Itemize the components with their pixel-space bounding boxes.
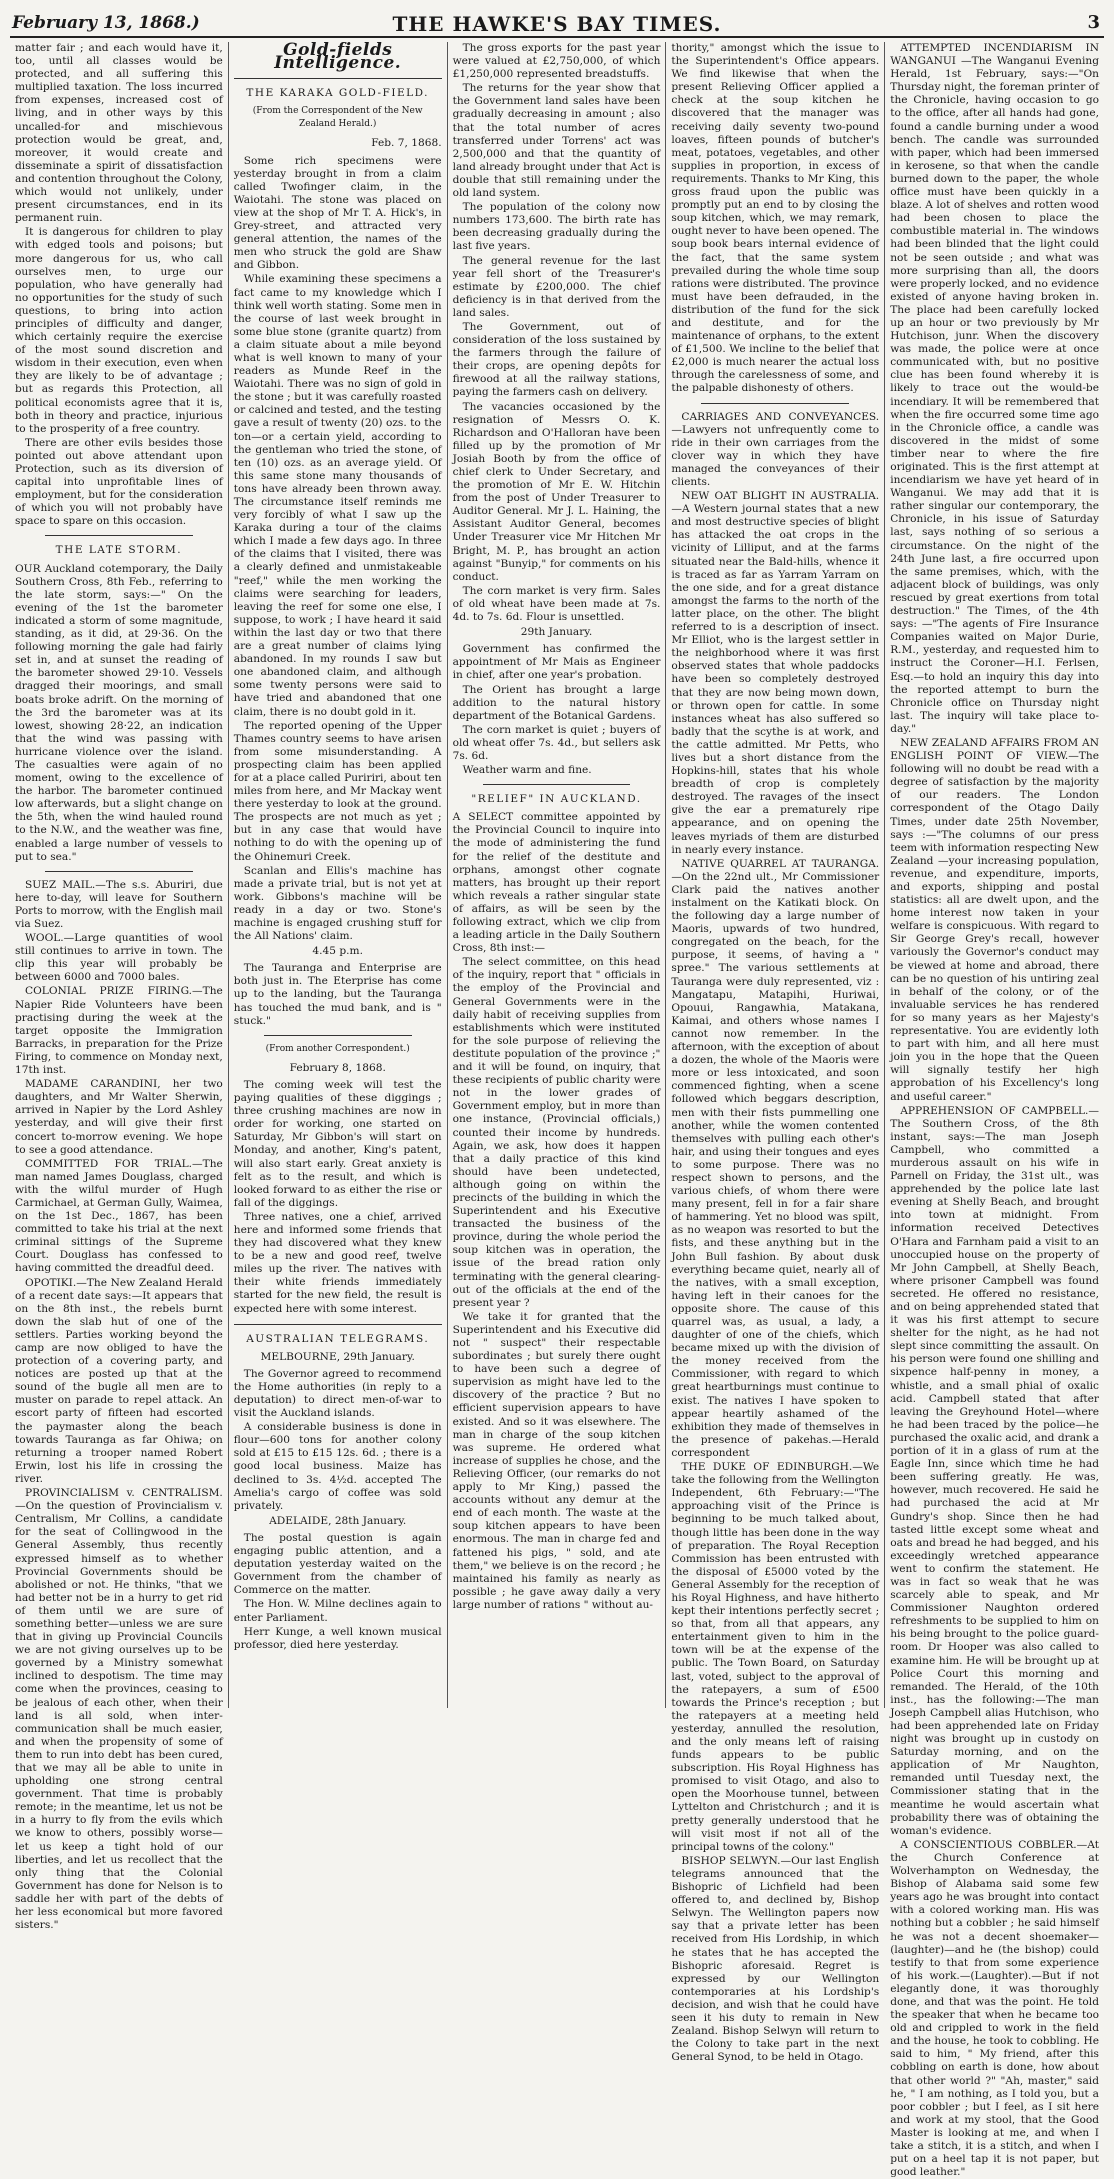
- news-item-wool: WOOL.—Large quantities of wool still continues to arrive in town. The clip this year will probably be between 6000 and 7000 bales.: [15, 932, 223, 984]
- divider: [234, 1324, 442, 1325]
- divider: [45, 535, 193, 536]
- headline-relief-auckland: "RELIEF" IN AUCKLAND.: [471, 793, 642, 806]
- column-2: [229, 42, 448, 1708]
- dateline: 29th January.: [520, 626, 593, 639]
- article-columns: [10, 40, 1104, 2179]
- news-item-new-zealand-affairs: NEW ZEALAND AFFAIRS FROM AN ENGLISH POINT OF VIEW.—The following will no doubt be read with a degree of satisfaction by the majority of our readers. The London correspondent of the Otago Daily Times, under date 25th November, says :—"The columns of our press teem with information respecting New Zealand —your increasing population, revenue, and expenditure, imports, and exports, shipping and postal statistics: all are dwelt upon, and the home interest now taken in your welfare is conspicuous. With regard to Sir George Grey's recall, however variously the Governor's conduct may be viewed at home and abroad, there can be no question of his untiring zeal in behalf of the colony, or of the invaluable services he has rendered for so many years as her Majesty's representative. You are evidently loth to part with him, and all here must join you in the hope that the Queen will signally testify her high approbation of his Excellency's long and useful career.": [890, 736, 1099, 1103]
- telegram-paragraph: Weather warm and fine.: [462, 764, 592, 777]
- telegram-paragraph: The returns for the year show that the Government land sales have been gradually decreasing in amount ; also that the total number of acres transferred under Torrens' act was 2,500,000 and that the quantity of land already brought under that Act is double that still remaining under the old land system.: [452, 82, 661, 200]
- news-item-oat-blight: NEW OAT BLIGHT IN AUSTRALIA.—A Western journal states that a new and most destructive species of blight has attacked the oat crops in the vicinity of Lilliput, and at the farms situated near the Bald-hills, whence it is traced as far as Yarram Yarram on the one side, and for a great distance amongst the farms to the north of the latter place, on the other. The blight referred to is a description of insect. Mr Elliot, who is the largest settler in the neighborhood where it was first observed states that whole paddocks have been so completely destroyed that they are now being mown down, or thrown open for cattle. In some instances wheat has also suffered so badly that the scythe is at work, and the cattle admitted. Mr Petts, who lives but a short distance from the Hopkins-hill, states that his whole breadth of crop is completely destroyed. The ravages of the insect give the ear a prematurely ripe appearance, and on opening the leaves myriads of them are disturbed in nearly every instance.: [671, 490, 880, 856]
- telegram-paragraph: The population of the colony now numbers 173,600. The birth rate has been decreasing gradually during the last five years.: [452, 201, 661, 253]
- dateline-melbourne: MELBOURNE, 29th January.: [260, 1350, 415, 1363]
- news-item-duke-of-edinburgh: THE DUKE OF EDINBURGH.—We take the following from the Wellington Independent, 6th February:—"The approaching visit of the Prince is beginning to be much talked about, though little has been done in the way of preparation. The Royal Reception Commission has been entrusted with the disposal of £5000 voted by the General Assembly for the reception of his Royal Highness, and have hitherto kept their intentions perfectly secret ; so that, from all that appears, any entertainment given to him in the town will be at the expense of the public. The Town Board, on Saturday last, voted, subject to the approval of the ratepayers, a sum of £500 towards the Prince's reception ; but the ratepayers at a meeting held yesterday, annulled the resolution, and the only means left of raising funds appears to be public subscription. His Royal Highness has promised to visit Otago, and also to open the Moorhouse tunnel, between Lyttelton and Christchurch ; and it is pretty generally understood that he will visit most if not all of the principal towns of the colony.": [671, 1461, 880, 1853]
- news-item-committed: COMMITTED FOR TRIAL.—The man named James Douglass, charged with the wilful murder of Hugh Carmichael, at German Gully, Waimea, on the 1st Dec., 1867, has been committed to take his trial at the next criminal sittings of the Supreme Court. Douglass has confessed to having committed the dreadful deed.: [15, 1157, 223, 1275]
- news-item-provincialism: PROVINCIALISM v. CENTRALISM.—On the question of Provincialism v. Centralism, Mr Collins, a candidate for the seat of Collingwood in the General Assembly, thus recently expressed himself as to whether Provincial Governments should be abolished or not. He thinks, "that we had better not be in a hurry to get rid of them until we are sure of something better—unless we are sure that in giving up Provincial Councils we are not giving ourselves up to be governed by a Ministry somewhat inclined to despotism. The time may come when the provinces, ceasing to be jealous of each other, when their land is all sold, when inter-communication shall be much easier, and when the propensity of some of them to run into debt has been cured, that we may all be able to unite in upholding one strong central government. That time is probably remote; in the meantime, let us not be in a hurry to fly from the evils which we know to others, possibly worse—let us keep a tight hold of our liberties, and let us recollect that the only thing that the Colonial Government has done for Nelson is to saddle her with part of the debts of her less economical but more favored sisters.": [15, 1487, 223, 1932]
- issue-date: February 13, 1868.): [12, 13, 200, 33]
- telegram-paragraph: A considerable business is done in flour—600 tons for another colony sold at £15 to £15 12s. 6d. ; there is a good local business. Maize has declined to 3s. 4½d. accepted The Amelia's cargo of coffee was sold privately.: [233, 1421, 442, 1512]
- news-item-cobbler: A CONSCIENTIOUS COBBLER.—At the Church Conference at Wolverhampton on Wednesday, the Bishop of Alabama said some few years ago he was brought into contact with a colored working man. His was nothing but a cobbler ; he said himself he was not a decent shoemaker—(laughter)—and he (the bishop) could testify to that from some experience of his work.—(Laughter).—But if not elegantly done, it was thoroughly done, and that was the point. He told the speaker that when he became too old and crippled to work in the field and the house, he took to cobbling. He said to him, " My friend, after this cobbling on earth is done, how about that other world ?" "Ah, master," said he, " I am nothing, as I told you, but a poor cobbler ; but I feel, as I sit here and work at my stool, that the Good Master is looking at me, and when I take a stitch, it is a stitch, and when I put on a heel tap it is not paper, but good leather.": [890, 1838, 1099, 2179]
- newspaper-title: THE HAWKE'S BAY TIMES.: [392, 12, 722, 36]
- telegram-paragraph: The corn market is very firm. Sales of old wheat have been made at 7s. 4d. to 7s. 6d. Flour is unsettled.: [452, 584, 661, 624]
- correspondent-credit: (From the Correspondent of the New Zealand Herald.): [252, 106, 423, 130]
- news-item-suez-mail: SUEZ MAIL.—The s.s. Aburiri, due here to-day, will leave for Southern Ports to morrow, with the English mail via Suez.: [15, 878, 223, 930]
- news-item-carandini: MADAME CARANDINI, her two daughters, and Mr Walter Sherwin, arrived in Napier by the Lord Ashley yesterday, and will give their first concert to-morrow evening. We hope to see a good attendance.: [15, 1078, 223, 1156]
- masthead: [10, 8, 1104, 38]
- news-item-prize-firing: COLONIAL PRIZE FIRING.—The Napier Ride Volunteers have been practising during the week at the target opposite the Immigration Barracks, in preparation for the Prize Firing, to commence on Monday next, 17th inst.: [15, 985, 223, 1077]
- karaka-paragraph: The reported opening of the Upper Thames country seems to have arisen from some misunderstanding. A prospecting claim has been applied for at a place called Puririri, about ten miles from here, and Mr Mackay went there yesterday to look at the ground. The prospects are not much as yet ; but in any case that would have nothing to do with the opening up of the Ohinemuri Creek.: [233, 719, 442, 863]
- column-5: [885, 42, 1104, 2179]
- news-item-opotiki: OPOTIKI.—The New Zealand Herald of a recent date says:—It appears that on the 8th inst., the rebels burnt down the slab hut of one of the settlers. Parties working beyond the camp are now obliged to have the protection of a covering party, and notices are posted up that at the sound of the bugle all men are to muster on parade to repel attack. An escort party of fifteen had escorted the paymaster along the beach towards Tauranga as far Ohiwa; on returning a trooper named Robert Erwin, lost his life in crossing the river.: [15, 1276, 223, 1485]
- telegram-paragraph: The corn market is quiet ; buyers of old wheat offer 7s. 4d., but sellers ask 7s. 6d.: [452, 723, 661, 762]
- karaka-paragraph: Scanlan and Ellis's machine has made a private trial, but is not yet at work. Gibbons's machine will be ready in a day or two. Stone's machine is engaged crushing stuff for the All Nations' claim.: [233, 864, 442, 943]
- headline-karaka: THE KARAKA GOLD-FIELD.: [246, 87, 429, 100]
- news-item-incendiarism: ATTEMPTED INCENDIARISM IN WANGANUI —The Wanganui Evening Herald, 1st February, says:—"On Thursday night, the foreman printer of the Chronicle, having occasion to go to the office, after all hands had gone, found a candle burning under a wood bench. The candle was surrounded with paper, which had been immersed in kerosene, so that when the candle burned down to the paper, the whole office must have been quickly in a blaze. A lot of shelves and rotten wood had been chosen to place the combustible material in. The windows had been blinded that the light could not be seen outside ; and what was more surprising than all, the doors were properly locked, and no evidence existed of anyone having broken in. The place had been carefully locked up an hour or two previously by Mr Hutchison, junr. When the discovery was made, the police were at once communicated with, but no positive clue has been found whereby it is likely to trace out the would-be incendiary. It will be remembered that when the fire occurred some time ago in the Chronicle office, a candle was discovered in the midst of some timber near to where the fire originated. This is the first attempt at incendiarism we have yet heard of in Wanganui. We may add that it is rather singular our contemporary, the Chronicle, in his issue of Saturday last, says nothing of so serious a circumstance. On the night of the 24th June last, a fire occurred upon the same premises, which, with the adjacent block of buildings, was only rescued by great exertions from total destruction." The Times, of the 4th says: —"The agents of Fire Insurance Companies waited on Major Durie, R.M., yesterday, and requested him to instruct the Coroner—H.I. Ferlsen, Esq.—to hold an inquiry this day into the reported attempt to burn the Chronicle office on Thursday night last. The inquiry will take place to-day.": [890, 42, 1099, 735]
- protection-paragraph: It is dangerous for children to play with edged tools and poisons; but more dangerous for us, who call ourselves men, to urge our population, who have generally had no opportunities for the study of such questions, to bring into action principles of difficulty and danger, which certainly require the exercise of the most sound discretion and wisdom in their execution, even when they are likely to be of advantage ; but as regards this Protection, all political economists agree that it is, both in theory and practice, injurious to the prosperity of a free country.: [15, 226, 223, 435]
- dateline: February 8, 1868.: [289, 1061, 386, 1074]
- karaka-paragraph: The coming week will test the paying qualities of these diggings ; three crushing machines are now in order for working, one started on Saturday, Mr Gibbon's will start on Monday, and another, King's patent, will also start early. Great anxiety is felt as to the result, and which is looked forward to as either the rise or fall of the diggings.: [233, 1078, 442, 1209]
- dateline-adelaide: ADELAIDE, 28th January.: [269, 1514, 407, 1527]
- dateline-time: 4.45 p.m.: [312, 945, 363, 958]
- protection-paragraph: There are other evils besides those pointed out above attendant upon Protection, such as its diversion of capital into unprofitable lines of employment, but for the consideration of which you will not probably have space to spare on this occasion.: [15, 436, 223, 528]
- news-item-native-quarrel: NATIVE QUARREL AT TAURANGA.—On the 22nd ult., Mr Commissioner Clark paid the natives another instalment on the Katikati block. On the following day a large number of Maoris, upwards of two hundred, congregated on the beach, for the purpose, it seems, of having a " spree." The various settlements at Tauranga were duly represented, viz : Mangatapu, Matapihi, Huriwai, Opouui, Rangawhia, Matakana, Kaimai, and others whose names I cannot now remember. In the afternoon, with the exception of about a dozen, the whole of the Maoris were more or less intoxicated, and soon commenced fighting, when a scene followed which beggars description, men with their fists pummelling one another, while the women contented themselves with pulling each other's hair, and using their tongues and eyes to some purpose. There was no respect shown to persons, and the various chiefs, of whom there were many present, fell in for a fair share of hammering. Yet no blood was spilt, as no weapon was resorted to but the fists, and these anything but in the John Bull fashion. By about dusk everything became quiet, nearly all of the natives, with a small exception, having left in their canoes for the opposite shore. The cause of this quarrel was, as usual, a lady, a daughter of one of the chiefs, which became mixed up with the division of the money received from the Commissioner, with regard to which great heartburnings must continue to exist. The natives I have spoken to appear heartily ashamed of the exhibition they made of themselves in the presence of pakehas.—Herald correspondent: [671, 857, 880, 1459]
- karaka-paragraph: Some rich specimens were yesterday brought in from a claim called Twofinger claim, in the Waiotahi. The stone was placed on view at the shop of Mr T. A. Hick's, in Grey-street, and attracted very general attention, the names of the men who struck the gold are Shaw and Gibbon.: [233, 154, 442, 272]
- telegram-paragraph: The postal question is again engaging public attention, and a deputation yesterday waited on the Government from the chamber of Commerce on the matter.: [233, 1531, 442, 1597]
- dateline: Feb. 7, 1868.: [371, 137, 442, 150]
- karaka-paragraph: Three natives, one a chief, arrived here and informed some friends that they had discovered what they knew to be a new and good reef, twelve miles up the river. The natives with their white friends immediately started for the new field, the result is expected here with some interest.: [233, 1210, 442, 1315]
- column-3: [448, 42, 667, 1708]
- relief-paragraph: We take it for granted that the Superintendent and his Executive did not " suspect" their respectable subordinates ; but surely there ought to have been such a degree of supervision as might have led to the discovery of the practice ? But no efficient supervision appears to have existed. And so it was elsewhere. The man in charge of the soup kitchen was supreme. He ordered what increase of supplies he chose, and the Relieving Officer, (our remarks do not apply to Mr King,) passed the accounts without any demur at the end of each month. The waste at the soup kitchen appears to have been enormous. The man in charge fed and fattened his pigs, " sold, and ate them," we believe is on the record ; he maintained his family as nearly as possible ; he gave away daily a very large number of rations " without au-: [452, 1310, 661, 1611]
- divider: [701, 403, 849, 404]
- telegram-paragraph: Government has confirmed the appointment of Mr Mais as Engineer in chief, after one year's probation.: [452, 643, 661, 682]
- relief-paragraph: The select committee, on this head of the inquiry, report that " officials in the employ of the Provincial and General Governments were in the daily habit of receiving supplies from establishments which were instituted for the sole purpose of relieving the destitute population of the province ;" and it will be found, on inquiry, that these recipients of public charity were not in the lower grades of Government employ, but in more than one instance, (Provincial officials,) counted their income by hundreds. Again, we ask, how does it happen that a daily practice of this kind should have been undetected, although going on within the precincts of the building in which the Superintendent and his Executive transacted the business of the province, during the whole period the soup kitchen was in operation, the issue of the bread ration only terminating with the general clearing-out of the officials at the end of the present year ?: [452, 956, 661, 1309]
- protection-paragraph: matter fair ; and each would have it, too, until all classes would be protected, and all suffering this multiplied taxation. The loss incurred from expenses, increased cost of living, and in other ways by this uncalled-for and mischievous protection would be great, and, moreover, it would create and disseminate a spirit of dissatisfaction and contention throughout the Colony, which would not unlikely, under present circumstances, end in its permanent ruin.: [15, 42, 223, 225]
- telegram-paragraph: The Hon. W. Milne declines again to enter Parliament.: [233, 1598, 442, 1624]
- divider: [483, 784, 631, 785]
- page-number: 3: [1087, 12, 1100, 33]
- column-1: [10, 42, 229, 1932]
- karaka-paragraph: While examining these specimens a fact came to my knowledge which I think well worth stating. Some men in the course of last week brought in some blue stone (granite quartz) from a claim situate about a mile beyond what is well known to many of your readers as Munde Reef in the Waiotahi. There was no sign of gold in the stone ; but it was carefully roasted or calcined and tested, and the testing gave a result of twenty (20) ozs. to the ton—or a certain yield, according to the gentleman who tried the stone, of ten (10) ozs. as an average yield. Of this same stone many thousands of tons have already been thrown away. The circumstance itself reminds me very forcibly of what I saw up the Karaka during a tour of the claims which I made a few days ago. In three of the claims that I visited, there was a clearly defined and unmistakeable "reef," while the men working the claims were searching for leaders, leaving the reef for some one else, I suppose, to work ; I have heard it said within the last day or two that there are a great number of claims lying abandoned. In my rounds I saw but one abandoned claim, and although some twenty persons were said to have tried and abandoned that one claim, there is no doubt gold in it.: [233, 273, 442, 718]
- relief-paragraph: thority," amongst which the issue to the Superintendent's Office appears. We find likewise that when the present Relieving Officer applied a check at the soup kitchen he discovered that the manager was receiving daily seventy two-pound loaves, fifteen pounds of butcher's meat, potatoes, vegetables, and other supplies in proportion, in excess of requirements. Thanks to Mr King, this gross fraud upon the public was promptly put an end to by closing the soup kitchen, which, we may remark, ought never to have been opened. The soup book bears internal evidence of the fact, that the same system prevailed during the whole time soup rations were distributed. The province must have been defrauded, in the distribution of the fund for the sick and destitute, and for the maintenance of orphans, to the extent of £1,500. We incline to the belief that £2,000 is much nearer the actual loss through the carelessness of some, and the palpable dishonesty of others.: [671, 42, 880, 395]
- telegram-paragraph: Herr Kunge, a well known musical professor, died here yesterday.: [233, 1625, 442, 1651]
- news-item-carriages: CARRIAGES AND CONVEYANCES.—Lawyers not unfrequently come to ride in their own carriages from the clover way in which they have managed the conveyances of their clients.: [671, 410, 880, 488]
- telegram-paragraph: The vacancies occasioned by the resignation of Messrs O. K. Richardson and O'Halloran have been filled up by the promotion of Mr Josiah Booth by from the office of chief clerk to Under Secretary, and the promotion of Mr E. W. Hitchin from the post of Under Treasurer to Auditor General. Mr J. L. Haining, the Assistant Auditor General, becomes Under Treasurer vice Mr Hitchen Mr Bright, M. P., has brought an action against "Bunyip," for comments on his conduct.: [452, 400, 661, 583]
- headline-australian-telegrams: AUSTRALIAN TELEGRAMS.: [246, 1332, 430, 1345]
- telegram-paragraph: The Governor agreed to recommend the Home authorities (in reply to a deputation) to direct men-of-war to visit the Auckland islands.: [233, 1367, 442, 1420]
- news-item-campbell: APPREHENSION OF CAMPBELL.—The Southern Cross, of the 8th instant, says:—The man Joseph Campbell, who committed a murderous assault on his wife in Parnell on Friday, the 31st ult., was apprehended by the police late last evening at Shelly Beach, and brought into town at midnight. From information received Detectives O'Hara and Farnham paid a visit to an unoccupied house on the property of Mr John Campbell, at Shelly Beach, where prisoner Campbell was found secreted. He offered no resistance, and on being apprehended stated that it was his first attempt to secure shelter for the night, as he had not slept since committing the assault. On his person were found one shilling and sixpence half-penny in money, a whistle, and a small phial of oxalic acid. Campbell stated that after leaving the Greyhound Hotel—where he had been traced by the police—he purchased the oxalic acid, and drank a portion of it in a glass of rum at the Eagle Inn, since which time he had been suffering greatly. He was, however, much recovered. He said he had purchased the acid at Mr Gundry's shop. Since then he had tasted little except some wheat and oats and bread he had begged, and his exceedingly wretched appearance went to confirm the statement. He was in fact so weak that he was scarcely able to speak, and Mr Commissioner Naughton ordered refreshments to be supplied to him on his being brought to the police guard-room. Dr Hooper was also called to examine him. He will be brought up at Police Court this morning and remanded. The Herald, of the 10th inst., has the following:—The man Joseph Campbell alias Hutchison, who had been apprehended late on Friday night was brought up in custody on Saturday morning, and on the application of Mr Naughton, remanded until Tuesday next, the Commissioner stating that in the meantime he would ascertain what probability there was of obtaining the woman's evidence.: [890, 1104, 1099, 1837]
- telegram-paragraph: The general revenue for the last year fell short of the Treasurer's estimate by £200,000. The chief deficiency is in that derived from the land sales.: [452, 254, 661, 319]
- telegram-paragraph: The gross exports for the past year were valued at £2,750,000, of which £1,250,000 represented breadstuffs.: [452, 42, 661, 81]
- news-item-bishop-selwyn: BISHOP SELWYN.—Our last English telegrams announced that the Bishopric of Lichfield had been offered to, and declined by, Bishop Selwyn. The Wellington papers now say that a private letter has been received from His Lordship, in which he states that he has accepted the Bishopric aforesaid. Regret is expressed by our Wellington contemporaries at his Lordship's decision, and wish that he could have seen it his duty to remain in New Zealand. Bishop Selwyn will return to the Colony to take part in the next General Synod, to be held in Otago.: [671, 1854, 880, 2064]
- storm-paragraph: OUR Auckland cotemporary, the Daily Southern Cross, 8th Feb., referring to the late storm, says:—" On the evening of the 1st the barometer indicated a storm of some magnitude, standing, as it did, at 29·36. On the following morning the gale had fairly set in, and at sunset the reading of the barometer showed 29·10. Vessels dragged their moorings, and small boats broke adrift. On the morning of the 3rd the barometer was at its lowest, showing 28·22, an indication that the wind was passing with hurricane violence over the island. The casualties were again of no moment, owing to the excellence of the harbor. The barometer continued low afterwards, but a slight change on the 5th, when the wind hauled round to the N.W., and the weather was fine, enabled a large number of vessels to put to sea.": [15, 562, 223, 863]
- section-heading-goldfields: Gold-fields Intelligence.: [274, 40, 402, 74]
- correspondent-credit: (From another Correspondent.): [265, 1043, 410, 1054]
- divider: [45, 871, 193, 872]
- divider: [234, 78, 442, 79]
- column-4: [666, 42, 885, 2064]
- telegram-paragraph: The Government, out of consideration of the loss sustained by the farmers through the failure of their crops, are opening depôts for firewood at all the railway stations, paying the farmers cash on delivery.: [452, 320, 661, 399]
- divider: [264, 1035, 412, 1036]
- karaka-paragraph: The Tauranga and Enterprise are both just in. The Eterprise has come up to the landing, but the Tauranga has touched the mud bank, and is " stuck.": [233, 962, 442, 1027]
- telegram-paragraph: The Orient has brought a large addition to the natural history department of the Botanical Gardens.: [452, 683, 661, 722]
- headline-late-storm: THE LATE STORM.: [55, 544, 183, 557]
- relief-paragraph: A SELECT committee appointed by the Provincial Council to inquire into the mode of administering the fund for the relief of the destitute and orphans, amongst other cognate matters, has brought up their report which reveals a rather singular state of affairs, as will be seen by the following extract, which we clip from a leading article in the Daily Southern Cross, 8th inst:—: [452, 811, 661, 955]
